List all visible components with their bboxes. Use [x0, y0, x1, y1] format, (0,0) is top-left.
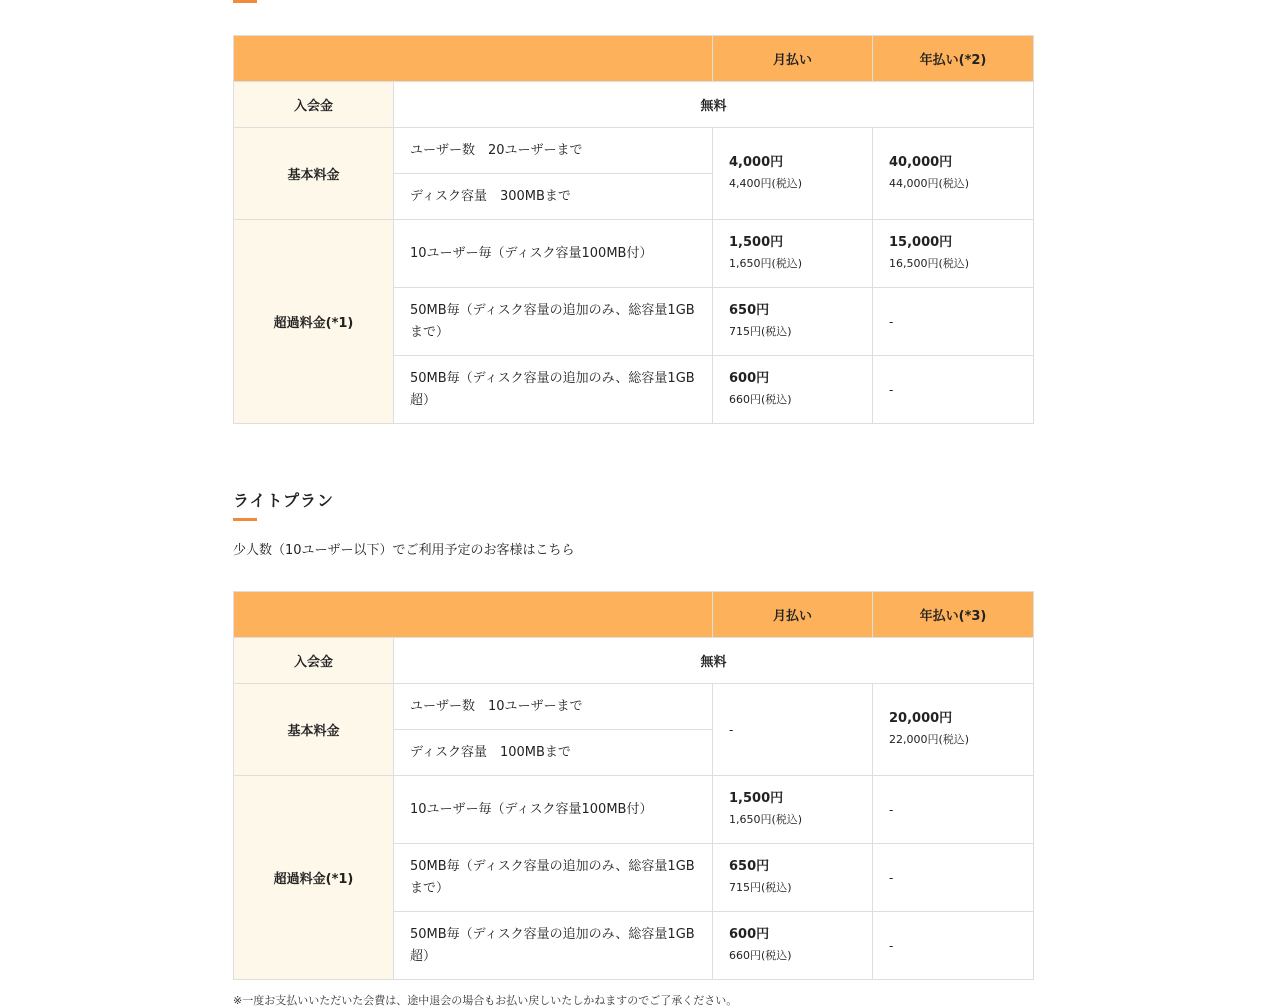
- price-tax: 660円(税込): [729, 948, 792, 962]
- section-description: 少人数（10ユーザー以下）でご利用予定のお客様はこちら: [233, 543, 575, 558]
- heading-underline: [233, 0, 257, 3]
- entry-fee-value: 無料: [394, 638, 1034, 684]
- price-value: 40,000円: [889, 154, 953, 170]
- header-annual: 年払い(*2): [873, 36, 1034, 82]
- base-fee-annual: [873, 128, 1034, 220]
- base-fee-row: [234, 684, 1034, 730]
- overage-item: 10ユーザー毎（ディスク容量100MB付）: [394, 776, 713, 844]
- overage-item: 10ユーザー毎（ディスク容量100MB付）: [394, 220, 713, 288]
- base-fee-label: 基本料金: [234, 684, 394, 776]
- base-fee-monthly: [713, 128, 873, 220]
- base-fee-monthly: -: [713, 684, 873, 776]
- price-value: 600円: [729, 370, 770, 386]
- overage-monthly: [713, 288, 873, 356]
- entry-fee-label: 入会金: [234, 82, 394, 128]
- price-value: 4,000円: [729, 154, 784, 170]
- overage-item: 50MB毎（ディスク容量の追加のみ、総容量1GBまで）: [394, 288, 713, 356]
- price-value: 1,500円: [729, 790, 784, 806]
- base-fee-row: [234, 128, 1034, 174]
- header-annual: 年払い(*3): [873, 592, 1034, 638]
- overage-item: 50MB毎（ディスク容量の追加のみ、総容量1GBまで）: [394, 844, 713, 912]
- base-fee-annual: [873, 684, 1034, 776]
- overage-annual: -: [873, 288, 1034, 356]
- overage-annual: -: [873, 776, 1034, 844]
- overage-row: [234, 776, 1034, 844]
- header-monthly: 月払い: [713, 592, 873, 638]
- overage-annual: -: [873, 844, 1034, 912]
- price-tax: 715円(税込): [729, 880, 792, 894]
- overage-annual: -: [873, 912, 1034, 980]
- price-tax: 1,650円(税込): [729, 812, 803, 826]
- entry-fee-label: 入会金: [234, 638, 394, 684]
- overage-annual: [873, 220, 1034, 288]
- price-tax: 715円(税込): [729, 324, 792, 338]
- price-value: 650円: [729, 302, 770, 318]
- lite-price-table: [233, 591, 1034, 980]
- table-header-row: [234, 36, 1034, 82]
- overage-monthly: [713, 220, 873, 288]
- section-underline: [233, 518, 257, 521]
- overage-monthly: [713, 776, 873, 844]
- overage-annual: -: [873, 356, 1034, 424]
- section-title: ライトプラン: [233, 491, 335, 510]
- entry-fee-value: 無料: [394, 82, 1034, 128]
- price-tax: 4,400円(税込): [729, 176, 803, 190]
- overage-monthly: [713, 356, 873, 424]
- base-fee-item-users: ユーザー数 10ユーザーまで: [394, 684, 713, 730]
- overage-item: 50MB毎（ディスク容量の追加のみ、総容量1GB超）: [394, 356, 713, 424]
- price-tax: 660円(税込): [729, 392, 792, 406]
- overage-row: [234, 220, 1034, 288]
- standard-price-table: [233, 35, 1034, 424]
- entry-fee-row: [234, 638, 1034, 684]
- header-blank: [234, 36, 713, 82]
- price-tax: 22,000円(税込): [889, 732, 970, 746]
- overage-monthly: [713, 844, 873, 912]
- base-fee-item-disk: ディスク容量 100MBまで: [394, 730, 713, 776]
- header-blank: [234, 592, 713, 638]
- overage-label: 超過料金(*1): [234, 776, 394, 980]
- overage-label: 超過料金(*1): [234, 220, 394, 424]
- price-value: 650円: [729, 858, 770, 874]
- price-value: 15,000円: [889, 234, 953, 250]
- entry-fee-row: [234, 82, 1034, 128]
- base-fee-item-users: ユーザー数 20ユーザーまで: [394, 128, 713, 174]
- footnote: ※一度お支払いいただいた会費は、途中退会の場合もお払い戻しいたしかねますのでご了承ください。: [233, 994, 738, 1007]
- price-tax: 1,650円(税込): [729, 256, 803, 270]
- overage-item: 50MB毎（ディスク容量の追加のみ、総容量1GB超）: [394, 912, 713, 980]
- price-tax: 16,500円(税込): [889, 256, 970, 270]
- price-value: 1,500円: [729, 234, 784, 250]
- price-value: 20,000円: [889, 710, 953, 726]
- base-fee-label: 基本料金: [234, 128, 394, 220]
- price-tax: 44,000円(税込): [889, 176, 970, 190]
- base-fee-item-disk: ディスク容量 300MBまで: [394, 174, 713, 220]
- table-header-row: [234, 592, 1034, 638]
- price-value: 600円: [729, 926, 770, 942]
- header-monthly: 月払い: [713, 36, 873, 82]
- overage-monthly: [713, 912, 873, 980]
